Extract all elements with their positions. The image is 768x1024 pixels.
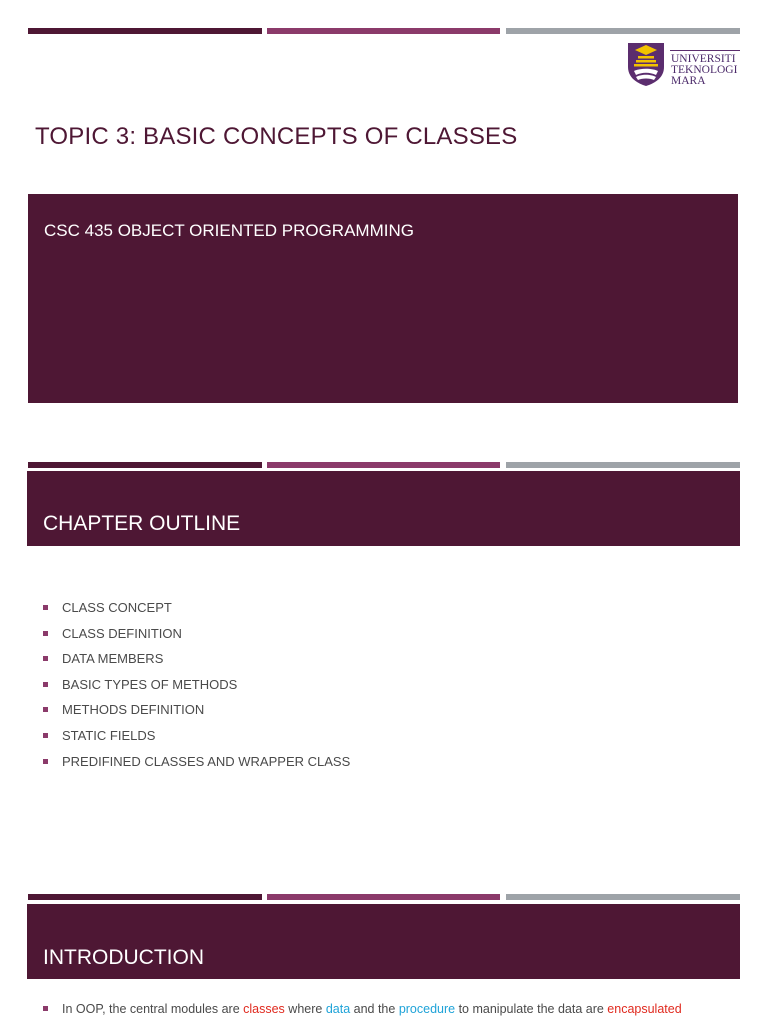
keyword-classes: classes xyxy=(243,1002,285,1016)
square-bullet-icon xyxy=(43,656,48,661)
accent-bar-maroon xyxy=(28,28,262,34)
list-item xyxy=(43,700,350,726)
square-bullet-icon xyxy=(43,759,48,764)
intro-text-3: and the xyxy=(350,1002,399,1016)
accent-bars-slide3 xyxy=(28,894,740,900)
accent-bar-grey xyxy=(506,462,740,468)
square-bullet-icon xyxy=(43,682,48,687)
list-item-label: CLASS CONCEPT xyxy=(62,600,172,615)
slide-title: TOPIC 3: BASIC CONCEPTS OF CLASSES xyxy=(35,123,518,150)
intro-text-1: In OOP, the central modules are xyxy=(62,1002,244,1016)
chapter-outline-heading: CHAPTER OUTLINE xyxy=(43,512,241,535)
list-item-label: METHODS DEFINITION xyxy=(62,702,205,718)
accent-bar-plum xyxy=(267,462,500,468)
list-item xyxy=(43,726,350,752)
logo-text-line-2: TEKNOLOGI xyxy=(671,64,738,76)
title-box xyxy=(28,194,738,403)
list-item xyxy=(43,675,350,701)
intro-text-2: where xyxy=(284,1002,326,1016)
introduction-banner xyxy=(27,904,740,979)
accent-bar-plum xyxy=(267,894,500,900)
accent-bars-slide2 xyxy=(28,462,740,468)
outline-list xyxy=(43,598,350,777)
list-item xyxy=(43,752,350,778)
list-item xyxy=(43,598,350,624)
square-bullet-icon xyxy=(43,605,48,610)
introduction-heading: INTRODUCTION xyxy=(43,946,204,969)
accent-bar-maroon xyxy=(28,462,262,468)
logo-text-line-3: MARA xyxy=(671,75,706,87)
square-bullet-icon xyxy=(43,733,48,738)
list-item xyxy=(43,624,350,650)
accent-bar-plum xyxy=(267,28,500,34)
square-bullet-icon xyxy=(43,707,48,712)
accent-bar-grey xyxy=(506,28,740,34)
uitm-crest-icon xyxy=(626,41,666,87)
logo-jawi-script xyxy=(670,41,740,51)
accent-bar-grey xyxy=(506,894,740,900)
intro-text-4: to manipulate the data are xyxy=(455,1002,608,1016)
course-subtitle: CSC 435 OBJECT ORIENTED PROGRAMMING xyxy=(44,221,414,240)
accent-bars-slide1 xyxy=(28,28,740,34)
list-item-label: STATIC FIELDS xyxy=(62,727,156,743)
list-item-label: DATA MEMBERS xyxy=(62,651,164,667)
keyword-data: data xyxy=(325,1002,351,1016)
keyword-encapsulated: encapsulated xyxy=(607,1002,682,1016)
square-bullet-icon xyxy=(43,1006,48,1011)
chapter-outline-banner xyxy=(27,471,740,546)
list-item-label: BASIC TYPES OF METHODS xyxy=(62,676,238,692)
keyword-procedure: procedure xyxy=(398,1002,456,1016)
list-item-label: PREDIFINED CLASSES AND WRAPPER CLASS xyxy=(62,753,351,769)
list-item xyxy=(43,649,350,675)
square-bullet-icon xyxy=(43,631,48,636)
uitm-logo xyxy=(626,41,742,87)
list-item-label: CLASS DEFINITION xyxy=(62,625,182,641)
intro-bullet xyxy=(43,1000,682,1018)
accent-bar-maroon xyxy=(28,894,262,900)
logo-text-line-1: UNIVERSITI xyxy=(671,53,736,65)
